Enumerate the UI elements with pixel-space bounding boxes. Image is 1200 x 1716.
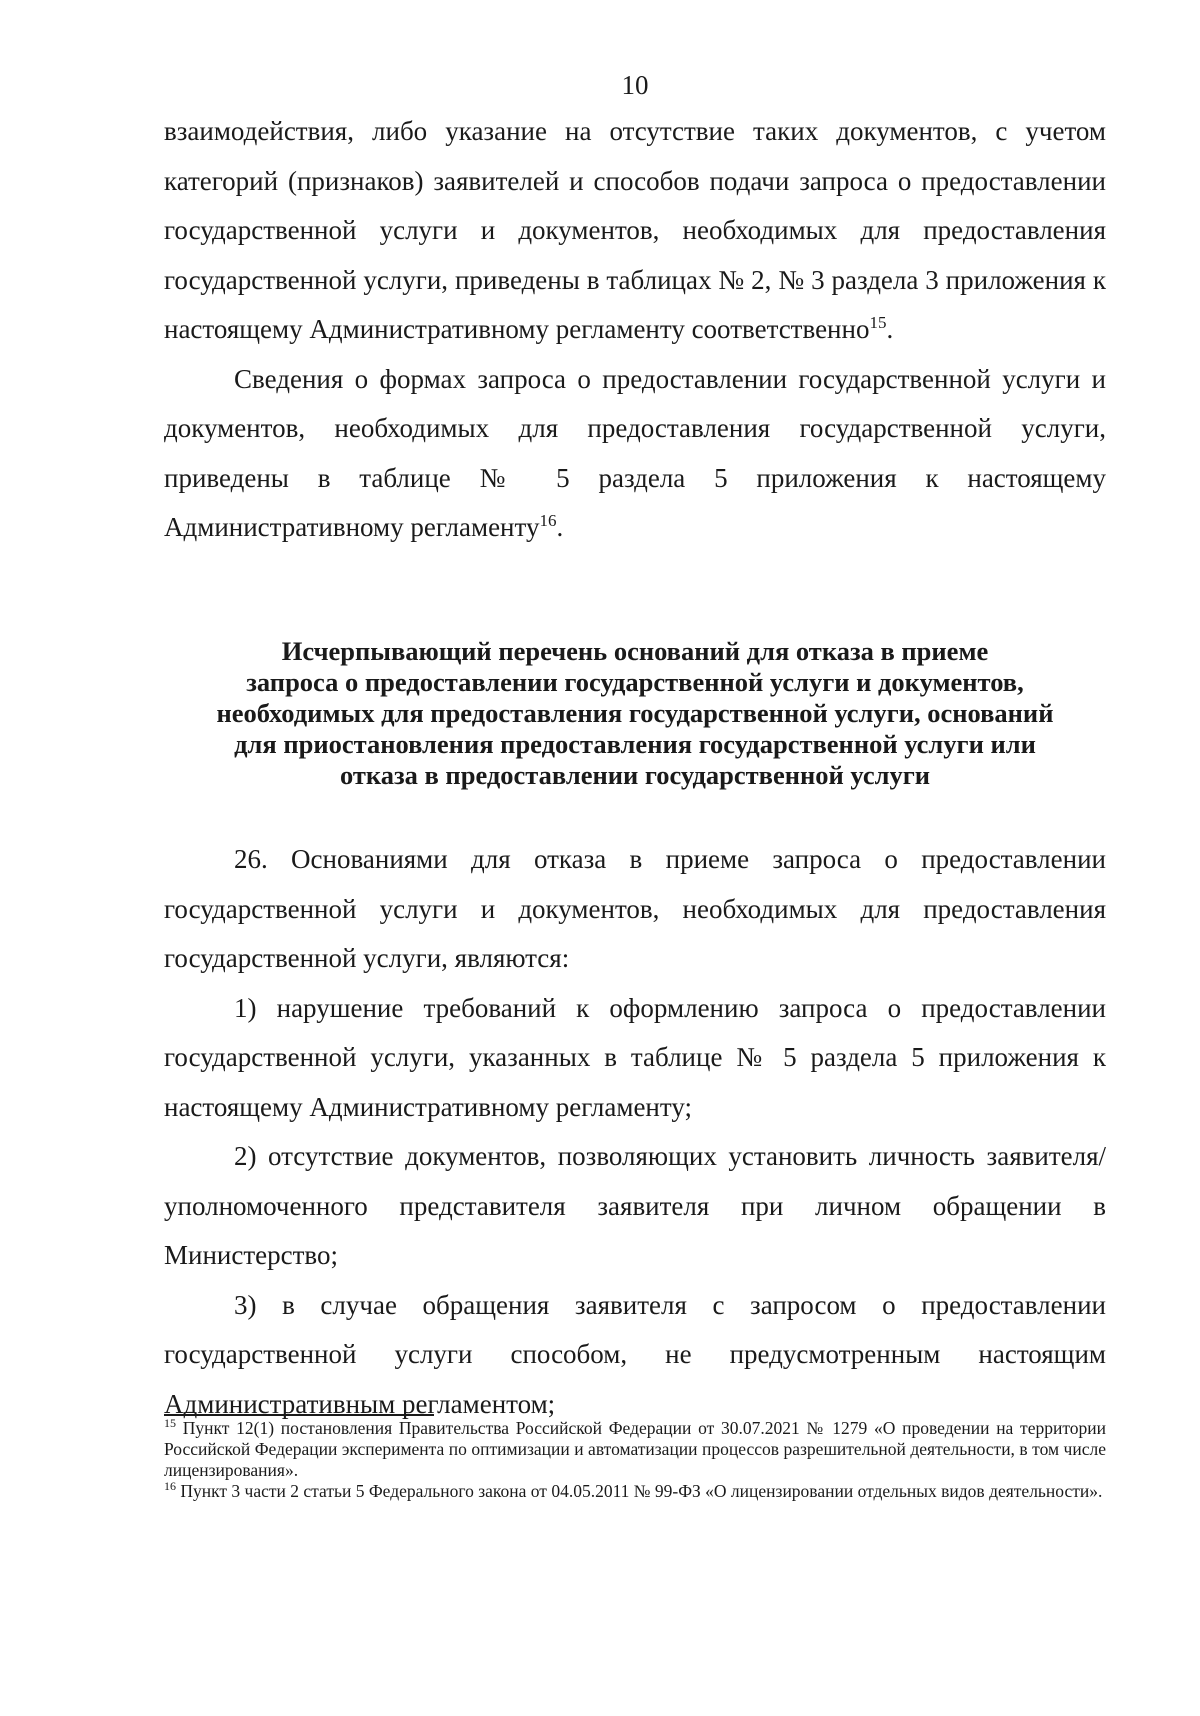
footnote-text: Пункт 3 части 2 статьи 5 Федерального закона от 04.05.2011 № 99-ФЗ «О лицензировании отдельных видов деятельности». (176, 1481, 1103, 1501)
heading-line: необходимых для предоставления государственной услуги, оснований (216, 698, 1054, 728)
footnote-ref-16[interactable]: 16 (539, 511, 557, 530)
body-text-top (164, 107, 1106, 553)
paragraph-tail: . (886, 314, 894, 344)
footnote-divider (164, 1414, 434, 1416)
paragraph-26: 26. Основаниями для отказа в приеме запроса о предоставлении государственной услуги и документов, необходимых для предоставления государственной услуги, являются: (164, 844, 1106, 973)
heading-line: для приостановления предоставления государственной услуги или (234, 729, 1036, 759)
paragraph-text: взаимодействия, либо указание на отсутствие таких документов, с учетом категорий (признаков) заявителей и способов подачи запроса о предоставлении государственной услуги и документов, необходимых для предоставления государственной услуги, приведены в таблицах № 2, № 3 раздела 3 приложения к настоящему Административному регламенту соответственно (164, 116, 1106, 344)
paragraph-tail: . (556, 512, 564, 542)
paragraph-text: Сведения о формах запроса о предоставлении государственной услуги и документов, необходимых для предоставления государственной услуги, приведены в таблице № 5 раздела 5 приложения к настоящему Административному регламенту (164, 363, 1106, 542)
footnote-15 (164, 1418, 1106, 1481)
body-text-bottom (164, 835, 1106, 1429)
heading-line: отказа в предоставлении государственной услуги (339, 760, 931, 790)
footnote-ref-15[interactable]: 15 (869, 313, 887, 332)
list-item-3: 3) в случае обращения заявителя с запросом о предоставлении государственной услуги способом, не предусмотренным настоящим Административным регламентом; (164, 1289, 1106, 1419)
list-item-2: 2) отсутствие документов, позволяющих установить личность заявителя/уполномоченного представителя заявителя при личном обращении в Министерство; (164, 1141, 1106, 1270)
paragraph-request-forms (164, 355, 1106, 553)
footnote-marker: 15 (164, 1416, 176, 1431)
heading-line: Исчерпывающий перечень оснований для отказа в приеме (281, 636, 989, 666)
paragraph-documents-list (164, 107, 1106, 355)
section-heading (164, 636, 1106, 791)
footnotes (164, 1418, 1106, 1502)
heading-line: запроса о предоставлении государственной услуги и документов, (246, 667, 1024, 697)
footnote-16 (164, 1481, 1106, 1502)
footnote-text: Пункт 12(1) постановления Правительства Российской Федерации от 30.07.2021 № 1279 «О проведении на территории Российской Федерации эксперимента по оптимизации и автоматизации процессов разрешительной деятельности, в том числе лицензирования». (164, 1418, 1106, 1480)
footnote-marker: 16 (164, 1479, 176, 1494)
list-item-1: 1) нарушение требований к оформлению запроса о предоставлении государственной услуги, указанных в таблице № 5 раздела 5 приложения к настоящему Административному регламенту; (164, 992, 1106, 1122)
page-number: 10 (621, 70, 649, 100)
